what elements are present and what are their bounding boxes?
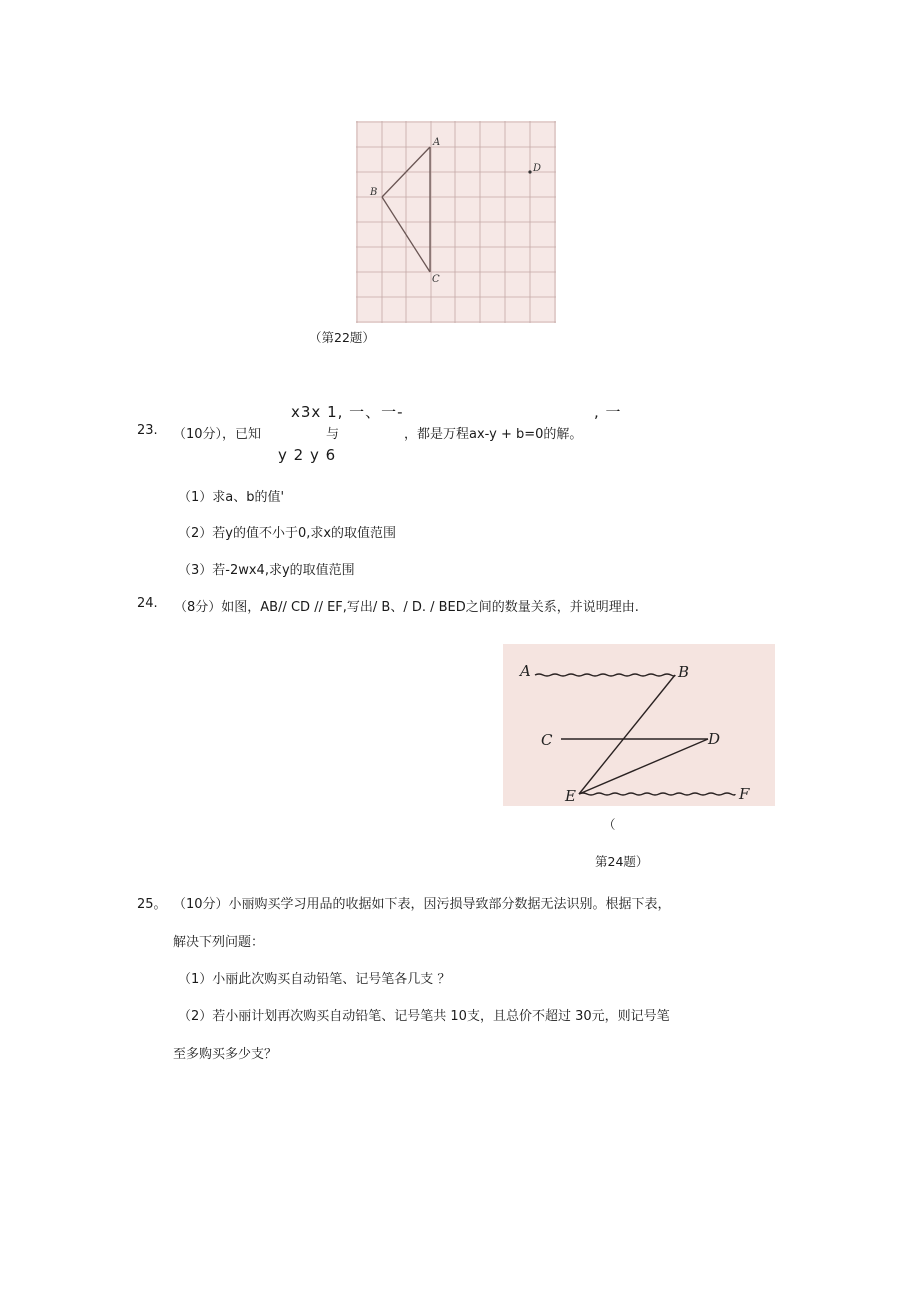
label-f: F (739, 785, 750, 803)
q23-stem-bottom: y 2 y 6 (278, 446, 337, 464)
label-d: D (708, 730, 721, 748)
q23-part3: （3）若-2wx4,求y的取值范围 (178, 563, 355, 578)
q22-caption: （第22题） (309, 330, 375, 345)
q24-number: 24. (137, 596, 158, 611)
q25-stem: （10分）小丽购买学习用品的收据如下表，因污损导致部分数据无法识别。根据下表， (173, 897, 671, 912)
parallel-lines-svg (503, 644, 775, 806)
q25-number: 25。 (137, 897, 167, 912)
q23-stem-c: ，都是万程ax-y + b=0的解。 (404, 427, 583, 442)
label-a: A (520, 662, 531, 680)
figure-lines (535, 674, 735, 795)
q25-stem-continued: 解决下列问题： (173, 935, 265, 950)
q23-stem-a: （10分），已知 (173, 427, 262, 442)
q25-part2-continued: 至多购买多少支？ (173, 1047, 278, 1062)
label-e: E (565, 787, 576, 805)
q23-part2: （2）若y的值不小于0,求x的取值范围 (178, 526, 397, 541)
label-d: D (533, 163, 542, 174)
q24-caption-open: （ (603, 817, 616, 832)
label-b: B (370, 187, 378, 198)
q25-part2: （2）若小丽计划再次购买自动铅笔、记号笔共 10支，且总价不超过 30元，则记号笔 (178, 1009, 670, 1024)
label-a: A (433, 137, 441, 148)
q24-stem: （8分）如图，AB// CD // EF,写出/ B、/ D. / BED之间的数量关系，并说明理由. (174, 600, 639, 615)
q23-stem-b: 与 (326, 427, 340, 442)
label-c: C (541, 731, 553, 749)
q24-caption: 第24题） (595, 854, 649, 869)
grid-figure-svg (356, 121, 556, 323)
grid-figure-q22 (356, 121, 556, 323)
grid-lines (356, 121, 556, 323)
q23-number: 23. (137, 423, 158, 438)
q23-part1: （1）求a、b的值' (178, 490, 285, 505)
point-d-dot (528, 170, 531, 173)
q23-stem-top-right: , 一 (594, 403, 622, 421)
label-b: B (678, 663, 690, 681)
parallel-lines-figure-q24 (503, 644, 775, 806)
q25-part1: （1）小丽此次购买自动铅笔、记号笔各几支 ？ (178, 972, 451, 987)
label-c: C (432, 274, 440, 285)
q23-stem-top-left: x3x 1, 一、一- (291, 403, 404, 421)
